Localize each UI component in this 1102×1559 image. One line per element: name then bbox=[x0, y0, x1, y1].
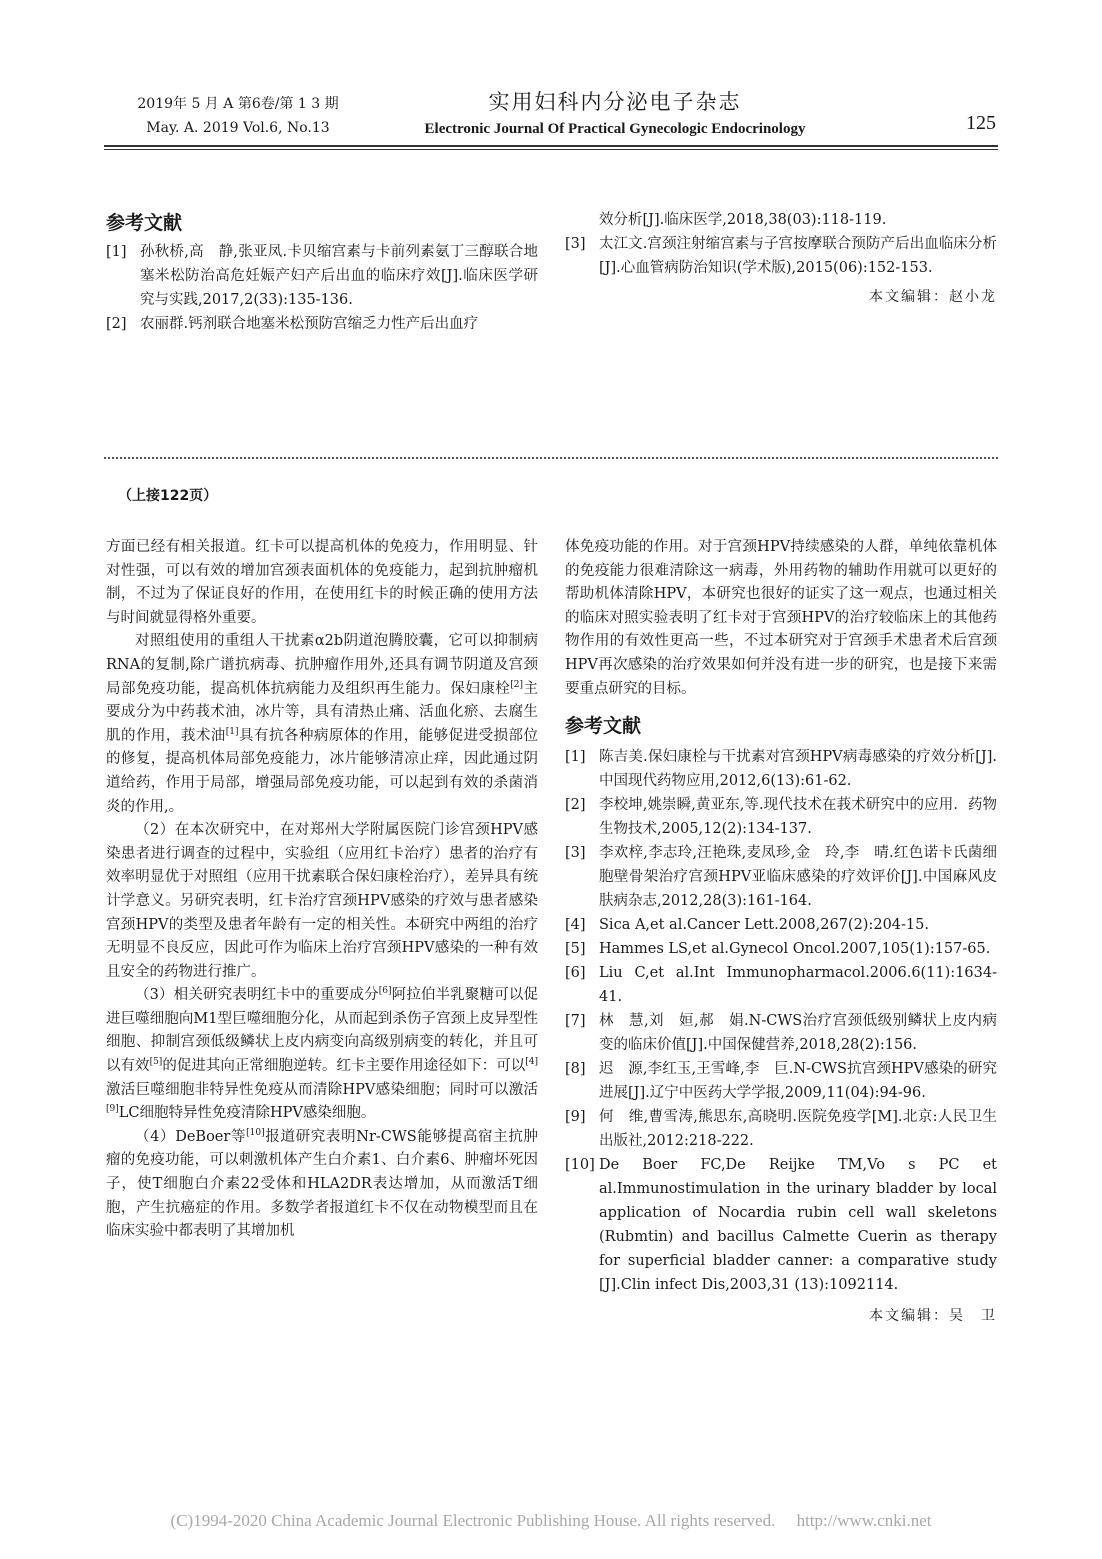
reference-item bbox=[565, 1057, 997, 1105]
reference-number: [2] bbox=[565, 796, 586, 813]
reference-text: Sica A,et al.Cancer Lett.2008,267(2):204-15. bbox=[599, 916, 929, 933]
citation: [4] bbox=[525, 1057, 539, 1068]
reference-number: [7] bbox=[565, 1012, 586, 1029]
left-column bbox=[106, 536, 538, 1244]
page-number: 125 bbox=[966, 112, 996, 134]
reference-number: [8] bbox=[565, 1060, 586, 1077]
copyright-footer: (C)1994-2020 China Academic Journal Electronic Publishing House. All rights reserved. http://www.cnki.net bbox=[170, 1511, 932, 1530]
reference-number: [3] bbox=[565, 844, 586, 861]
reference-item bbox=[565, 232, 997, 280]
reference-item bbox=[565, 937, 997, 961]
reference-text: 迟 源,李红玉,王雪峰,李 巨.N-CWS抗宫颈HPV感染的研究进展[J].辽宁中医药大学学报,2009,11(04):94-96. bbox=[599, 1060, 997, 1101]
reference-item bbox=[565, 745, 997, 793]
reference-number: [6] bbox=[565, 964, 586, 981]
paragraph: 体免疫功能的作用。对于宫颈HPV持续感染的人群，单纯依靠机体的免疫能力很难清除这一病毒，外用药物的辅助作用就可以更好的帮助机体清除HPV，本研究也很好的证实了这一观点，也通过相关的临床对照实验表明了红卡对于宫颈HPV的治疗较临床上的其他药物作用的有效性更高一些，不过本研究对于宫颈手术患者术后宫颈HPV再次感染的治疗效果如何并没有进一步的研究，也是接下来需要重点研究的目标。 bbox=[565, 539, 997, 697]
paragraph: （4）DeBoer等[10]报道研究表明Nr-CWS能够提高宿主抗肿瘤的免疫功能，可以刺激机体产生白介素1、白介素6、肿瘤坏死因子，使T细胞白介素22受体和HLA2DR表达增加，从而激活T细胞，产生抗癌症的作用。多数学者报道红卡不仅在动物模型而且在临床实验中都表明了其增加机 bbox=[106, 1128, 538, 1240]
reference-number: [2] bbox=[106, 316, 127, 332]
reference-text: Hammes LS,et al.Gynecol Oncol.2007,105(1):157-65. bbox=[599, 940, 991, 957]
top-refs-right bbox=[565, 208, 997, 306]
editor-note: 本文编辑：吴 卫 bbox=[869, 1307, 997, 1324]
reference-number: [5] bbox=[565, 940, 586, 957]
reference-continuation: 效分析[J].临床医学,2018,38(03):118-119. bbox=[599, 212, 887, 228]
header-rule-thin bbox=[104, 149, 998, 150]
reference-text: De Boer FC,De Reijke TM,Vo s PC et al.Immunostimulation in the urinary bladder by local application of Nocardia rubin cell wall skeletons (Rubmtin) and bacillus Calmette Cuerin as therapy for superficial bladder canner: a comparative study [J].Clin infect Dis,2003,31 (13):1092114. bbox=[599, 1156, 1012, 1293]
reference-text: 林 慧,刘 姮,郝 娟.N-CWS治疗宫颈低级别鳞状上皮内病变的临床价值[J].中国保健营养,2018,28(2):156. bbox=[599, 1012, 997, 1053]
top-refs-title: 参考文献 bbox=[106, 212, 183, 234]
reference-text: 陈吉美.保妇康栓与干扰素对宫颈HPV病毒感染的疗效分析[J].中国现代药物应用,2012,6(13):61-62. bbox=[599, 748, 997, 789]
reference-number: [3] bbox=[565, 236, 586, 252]
reference-item bbox=[565, 793, 997, 841]
issue-info bbox=[108, 92, 368, 140]
citation: [2] bbox=[510, 679, 524, 690]
reference-number: [4] bbox=[565, 916, 586, 933]
reference-item bbox=[565, 841, 997, 913]
reference-text: 太江文.宫颈注射缩宫素与子宫按摩联合预防产后出血临床分析[J].心血管病防治知识(学术版),2015(06):152-153. bbox=[599, 236, 997, 276]
issue-cn: 2019年 5 月 A 第6卷/第 1 3 期 bbox=[137, 96, 339, 112]
citation: [1] bbox=[225, 726, 239, 737]
reference-text: 农丽群.钙剂联合地塞米松预防宫缩乏力性产后出血疗 bbox=[140, 316, 479, 332]
header-rule bbox=[104, 145, 998, 147]
paragraph: 对照组使用的重组人干扰素α2b阴道泡腾胶囊，它可以抑制病RNA的复制,除广谱抗病毒、抗肿瘤作用外,还具有调节阴道及宫颈局部免疫功能，提高机体抗病能力及组织再生能力。保妇康栓[2]主要成分为中药莪术油，冰片等，具有清热止痛、活血化瘀、去腐生肌的作用，莪术油[1]具有抗各种病原体的作用，能够促进受损部位的修复，提高机体局部免疫能力，冰片能够清凉止痒，因此通过阴道给药，作用于局部，增强局部免疫功能，可以起到有效的杀菌消炎的作用,。 bbox=[106, 633, 539, 815]
reference-text: 李欢梓,李志玲,汪艳珠,麦凤珍,金 玲,李 晴.红色诺卡氏菌细胞壁骨架治疗宫颈HPV亚临床感染的疗效评价[J].中国麻风皮肤病杂志,2012,28(3):161-164. bbox=[599, 844, 997, 909]
issue-en: May. A. 2019 Vol.6, No.13 bbox=[146, 120, 330, 136]
top-refs-left bbox=[106, 240, 538, 336]
right-column bbox=[565, 536, 1012, 1328]
reference-number: [1] bbox=[565, 748, 586, 765]
reference-item bbox=[565, 1105, 997, 1153]
citation: [9] bbox=[106, 1104, 119, 1115]
editor-note: 本文编辑：赵小龙 bbox=[869, 289, 997, 305]
dotted-separator bbox=[104, 457, 998, 459]
citation: [5] bbox=[149, 1057, 163, 1068]
journal-title bbox=[380, 88, 850, 140]
reference-item bbox=[565, 1009, 997, 1057]
paragraph: （2）在本次研究中，在对郑州大学附属医院门诊宫颈HPV感染患者进行调查的过程中，实验组（应用红卡治疗）患者的治疗有效率明显优于对照组（应用干扰素联合保妇康栓治疗），差异具有统计学意义。另研究表明，红卡治疗宫颈HPV感染的疗效与患者感染宫颈HPV的类型及患者年龄有一定的相关性。本研究中两组的治疗无明显不良反应，因此可作为临床上治疗宫颈HPV感染的一种有效且安全的药物进行推广。 bbox=[106, 822, 538, 980]
citation: [6] bbox=[378, 986, 392, 997]
continuation-note: （上接122页） bbox=[118, 488, 218, 504]
reference-number: [10] bbox=[565, 1156, 595, 1173]
journal-title-cn: 实用妇科内分泌电子杂志 bbox=[488, 90, 742, 114]
reference-list bbox=[565, 745, 1012, 1297]
reference-number: [9] bbox=[565, 1108, 586, 1125]
citation: [10] bbox=[246, 1128, 265, 1139]
reference-item bbox=[565, 1153, 1012, 1297]
reference-item bbox=[565, 913, 997, 937]
journal-title-en: Electronic Journal Of Practical Gynecologic Endocrinology bbox=[424, 121, 806, 137]
reference-item bbox=[565, 961, 997, 1009]
reference-number: [1] bbox=[106, 244, 127, 260]
paragraph: 方面已经有相关报道。红卡可以提高机体的免疫力，作用明显、针对性强，可以有效的增加宫颈表面机体的免疫能力，起到抗肿瘤机制，不过为了保证良好的作用，在使用红卡的时候正确的使用方法与时间就显得格外重要。 bbox=[106, 539, 538, 626]
paragraph: （3）相关研究表明红卡中的重要成分[6]阿拉伯半乳聚糖可以促进巨噬细胞向M1型巨噬细胞分化，从而起到杀伤子宫颈上皮异型性细胞、抑制宫颈低级鳞状上皮内病变向高级别病变的转化，并且可以有效[5]的促进其向正常细胞逆转。红卡主要作用途径如下：可以[4]激活巨噬细胞非特异性免疫从而清除HPV感染细胞；同时可以激活[9]LC细胞特异性免疫清除HPV感染细胞。 bbox=[106, 986, 539, 1122]
reference-text: 何 维,曹雪涛,熊思东,高晓明.医院免疫学[M].北京:人民卫生出版社,2012:218-222. bbox=[599, 1108, 997, 1149]
reference-item bbox=[106, 240, 538, 312]
reference-item bbox=[106, 312, 538, 336]
refs-title: 参考文献 bbox=[565, 715, 642, 738]
reference-text: 孙秋桥,高 静,张亚凤.卡贝缩宫素与卡前列素氨丁三醇联合地塞米松防治高危妊娠产妇产后出血的临床疗效[J].临床医学研究与实践,2017,2(33):135-136. bbox=[140, 244, 538, 308]
reference-text: Liu C,et al.Int Immunopharmacol.2006.6(11):1634-41. bbox=[599, 964, 997, 1005]
reference-text: 李校坤,姚崇瞬,黄亚东,等.现代技术在莪术研究中的应用．药物生物技术,2005,12(2):134-137. bbox=[599, 796, 997, 837]
